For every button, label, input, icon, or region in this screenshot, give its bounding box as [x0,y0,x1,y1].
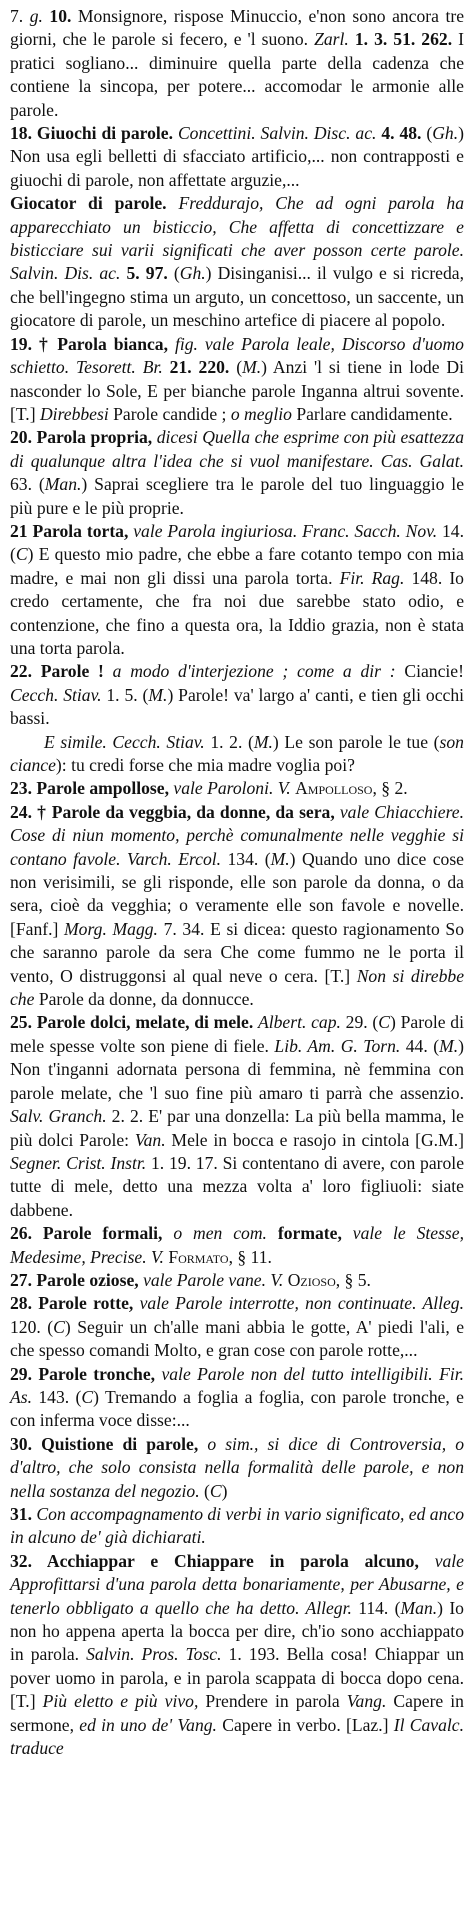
entry-text-n: 1. 2. ( [204,731,254,752]
entry-text-n: 148. Io credo certamente, che fra noi due sarebbe stato odio, e contenzione, che fino a questa ora, la Iddio grazia, non è stata una torta parola. [10,567,464,658]
entry-text-it: o sim., si dice di Controversia, o d'altro, che solo consista nella formalità delle parole, e non nella sostanza del negozio. [10,1433,464,1501]
entry-text-n: 7. [10,6,30,26]
entry-text-it: Freddurajo, Che ad ogni parola ha apparecchiato un bisticcio, Che affetta di concettizzare e bisticciare sui varii significati che aver posson certe parole. Salvin. Dis. ac. [10,193,465,284]
entry-text-it: Lib. Am. G. Torn. [274,1035,401,1056]
entry-text-it: vale Chiacchiere. Cose di niun momento, perchè comunalmente nelle vegghie si contano favole. Varch. Ercol. [10,801,464,869]
entry-text-b: 21 Parola torta, [10,520,129,541]
entry-text-b: 10. [49,6,72,26]
entry-text-it: vale Parole interrotte, non continuate. Alleg. [139,1293,464,1314]
entry-text-sc: Ozioso [287,1269,336,1290]
entry-text-it: son ciance [10,731,464,775]
entry-text-b: 5. 97. [126,263,168,284]
entry-text-n: 1. 5. ( [101,684,149,705]
entry-text-b: 20. Parola propria, [10,427,153,448]
entry-text-n [162,1223,173,1243]
entry-text-it: E simile. Cecch. Stiav. [44,731,205,752]
entry-text-it: o meglio [230,403,292,424]
entry-text-n: 2. 2. E' par una donzella: La più bella mamma, le più dolci Parole: [10,1106,464,1150]
dictionary-entry [10,731,464,778]
entry-text-it: Van. [134,1129,166,1150]
dictionary-entry [10,192,464,332]
entry-text-it: M. [242,357,262,378]
dictionary-entry [10,1292,464,1362]
entry-text-it: M. [270,848,290,869]
entry-text-n: Ciancie! [395,661,464,682]
entry-text-n: 44. ( [400,1035,440,1056]
dictionary-entry [10,1222,464,1269]
entry-text-n: ( [421,123,433,144]
entry-text-n: ) Non t'inganni adornata persona di femmina, nè femmina con parole melate, che 'l suo fine più amaro ti parrà che assenzio. [10,1035,464,1103]
entry-text-it: Cecch. Stiav. [10,684,102,705]
entry-text-n: ) Parole di mele spesse volte son piene di fiele. [10,1012,464,1056]
dictionary-entry [10,520,464,660]
entry-text-n [163,357,170,377]
entry-text-b: 25. Parole dolci, melate, di mele. [10,1012,254,1033]
entry-text-it: Più eletto e più vivo, [42,1691,199,1712]
entry-text-it: Man. [400,1597,438,1618]
entry-text-sc: Ampolloso [295,778,373,799]
entry-text-b: 28. Parole rotte, [10,1293,134,1314]
dictionary-entry [10,5,464,122]
dictionary-entry [10,1269,464,1292]
entry-text-n: ) Seguir un ch'alle mani abbia le gotte, A' piedi l'ali, e che spesso comandi Molto, e gran cose con parole rotte,... [10,1316,465,1361]
entry-text-n: 143. ( [32,1386,82,1407]
entry-text-n: 134. ( [221,848,271,869]
entry-text-n: , § 11. [228,1246,272,1267]
entry-text-it: Salvin. Pros. Tosc. [86,1644,222,1665]
entry-text-it: a modo d'interjezione ; come a dir : [112,661,396,682]
entry-text-n: ( [199,1480,210,1501]
entry-text-it: ed in uno de' Vang. [79,1714,217,1735]
entry-text-n: ) Quando uno dice cose non verisimili, se gli risponde, elle son parole da donna, o da sera, cioè da vegghia; o veramente elle son favole e novelle. [Fanf.] [10,848,464,939]
entry-text-it: vale Parole vane. V. [143,1269,284,1290]
entry-text-b: 29. Parole tronche, [10,1363,156,1384]
entry-text-it: C [81,1386,94,1407]
entry-text-b: 1. 3. 51. 262. [354,29,453,50]
entry-text-n [104,661,113,681]
entry-text-n: 1. 193. Bella cosa! Chiappar un pover uomo in parola, e in parola scappata di bocca dopo cena. [T.] [10,1644,464,1712]
entry-text-n: Monsignore, rispose Minuccio, e'non sono ancora tre giorni, che le parole si fecero, e 'l suono. [10,6,465,50]
entry-text-b: formate, [277,1223,342,1244]
entry-text-n [419,1551,435,1571]
entry-text-n: Parole da donne, da donnucce. [34,989,254,1010]
entry-text-it: vale Approfittarsi d'una parola detta bonariamente, per Abusarne, e tenerlo obbligato a quello che ha detto. Allegr. [10,1550,464,1618]
entry-text-b: 22. Parole ! [10,661,104,682]
entry-text-b: 18. Giuochi di parole. [10,123,174,144]
entry-text-b: 21. 220. [169,357,230,378]
entry-text-it: C [53,1316,65,1337]
entry-text-n: ( [229,357,243,378]
entry-text-it: Direbbesi [39,403,109,424]
entry-text-it: M. [148,684,168,705]
entry-text-n: ) Saprai scegliere tra le parole del tuo linguaggio le più pure e le più proprie. [10,474,465,518]
entry-text-n: Mele in bocca e rasojo in cintola [G.M.] [165,1129,464,1150]
dictionary-entry [10,1550,464,1761]
entry-text-n: ) E questo mio padre, che ebbe a fare cotanto tempo con mia madre, e mai non gli dissi una parola torta. [10,544,464,588]
entry-text-b: 4. 48. [381,123,422,144]
dictionary-entry [10,1011,464,1222]
entry-text-n: 29. ( [340,1012,379,1033]
entry-text-it: Salv. Granch. [10,1106,107,1127]
entry-text-n: , § 5. [335,1269,371,1290]
entry-text-n: 1. 19. 17. Si contentano di avere, con parole tutte di mele, detto una mezza volta a' loro figliuoli: siate dabbene. [10,1152,464,1220]
entry-text-n: 120. ( [10,1316,54,1337]
entry-text-b: 32. Acchiappar e Chiappare in parola alcuno, [10,1550,419,1571]
entry-text-n: 114. ( [351,1597,401,1618]
dictionary-entry [10,333,464,427]
entry-text-it: Con accompagnamento di verbi in vario significato, ed anco in alcuno de' già dichiarati. [10,1504,464,1548]
entry-text-it: Zarl. [314,29,349,50]
entry-text-it: Man. [44,474,82,495]
entry-text-it: Gh. [432,123,459,144]
entry-text-b: 27. Parole oziose, [10,1269,139,1290]
dictionary-entry [10,777,464,800]
entry-text-it: o men com. [173,1223,267,1244]
entry-text-it: C [209,1480,222,1501]
entry-text-n: I pratici sogliano... diminuire quella parte della cadenza che contiene la sincopa, per potere... accomodar le armonie alle parole. [10,29,464,120]
entry-text-it: C [378,1012,391,1033]
dictionary-entry [10,801,464,1012]
entry-text-n [198,1434,207,1454]
entry-text-b: 24. † Parole da veggbia, da donne, da sera, [10,801,335,822]
entry-text-it: Albert. cap. [258,1012,341,1033]
entry-text-n: ) Disinganisi... il vulgo e si ricreda, che bell'ingegno stima un arguto, un concettoso, un saccente, un giocatore di parole, un meschino artefice di piacere al popolo. [10,263,464,331]
dictionary-entry [10,1433,464,1503]
entry-text-n: 63. ( [10,474,45,495]
entry-text-it: vale Paroloni. V. [173,778,291,799]
entry-text-it: vale Parole non del tutto intelligibili. Fir. As. [10,1363,464,1407]
entry-text-b: Giocator di parole. [10,193,167,214]
entry-text-it: Segner. Crist. Instr. [10,1152,147,1173]
entry-text-n: ): tu credi forse che mia madre voglia poi? [55,755,355,775]
entry-text-n: Parole candide ; [108,403,231,424]
entry-text-it: fig. vale Parola leale, Discorso d'uomo schietto. Tesorett. Br. [10,333,464,378]
entry-text-n: ) [221,1480,228,1501]
entry-text-it: Morg. Magg. [64,918,158,939]
entry-text-b: 23. Parole ampollose, [10,778,169,799]
entry-text-it: M. [439,1035,459,1056]
entry-text-it: dicesi Quella che esprime con più esattezza di qualunque altra l'idea che si vuol manifestare. Cas. Galat. [10,427,465,471]
entry-text-n [168,334,175,354]
entry-text-n: Parlare candidamente. [291,403,453,424]
dictionary-entry [10,426,464,520]
entry-text-b: 30. Quistione di parole, [10,1433,199,1454]
entry-text-n [167,193,179,213]
entry-text-sc: Formato [168,1246,229,1267]
entry-text-it: M. [253,731,273,752]
entry-text-n [267,1223,278,1243]
dictionary-entry [10,1363,464,1433]
entry-text-b: 31. [10,1504,32,1524]
dictionary-entry [10,122,464,192]
entry-text-it: C [15,544,28,565]
entry-text-n: Capere in sermone, [10,1691,464,1735]
entry-text-n: ) Parole! va' largo a' canti, e tien gli occhi bassi. [10,684,465,729]
entry-text-n: ( [167,263,180,284]
entry-text-it: Fir. Rag. [339,567,405,588]
dictionary-entry [10,660,464,730]
entry-text-it: vale le Stesse, Medesime, Precise. V. [10,1223,464,1267]
entry-text-it: Non si direbbe che [10,965,465,1010]
entry-text-n: Prendere in parola [198,1691,347,1712]
entry-text-n: Capere in verbo. [Laz.] [216,1714,394,1735]
entry-text-n: 7. 34. E si dicea: questo ragionamento So che saranno parole da sera Che come fummo ne le porta il vento, O distruggonsi al qual neve o cera. [T.] [10,918,465,986]
entry-text-n: ) Le son parole le tue ( [272,731,440,752]
entry-text-n: ) Anzi 'l si tiene in lode Di nasconder lo Sole, E per bianche parole Inganna altrui sovente. [T.] [10,357,464,424]
dictionary-entry [10,1503,464,1550]
entry-text-n [342,1223,353,1243]
entry-text-it: Vang. [346,1691,387,1712]
entry-text-n: ) Tremando a foglia a foglia, con parole tronche, e con inferma voce disse:... [10,1386,464,1431]
entry-text-it: Gh. [179,263,206,284]
entry-text-n: ) Io non ho appena aperta la bocca per dire, ch'io sono acchiappato in parola. [10,1597,464,1665]
entry-text-it: vale Parola ingiuriosa. Franc. Sacch. Nov. [133,520,438,541]
entry-text-n: 14. ( [10,520,464,565]
entry-text-n: ) Non usa egli belletti di sfacciato artificio,... non contrapposti e giuochi di parole, non affettate arguzie,... [10,123,464,190]
entry-text-it: Concettini. Salvin. Disc. ac. [177,123,377,144]
entry-text-b: 19. † Parola bianca, [10,333,168,354]
entry-text-n: , § 2. [372,778,408,799]
entry-text-it: g. [29,6,43,26]
entry-text-it: Il Cavalc. traduce [10,1714,464,1759]
entry-text-b: 26. Parole formali, [10,1223,163,1244]
